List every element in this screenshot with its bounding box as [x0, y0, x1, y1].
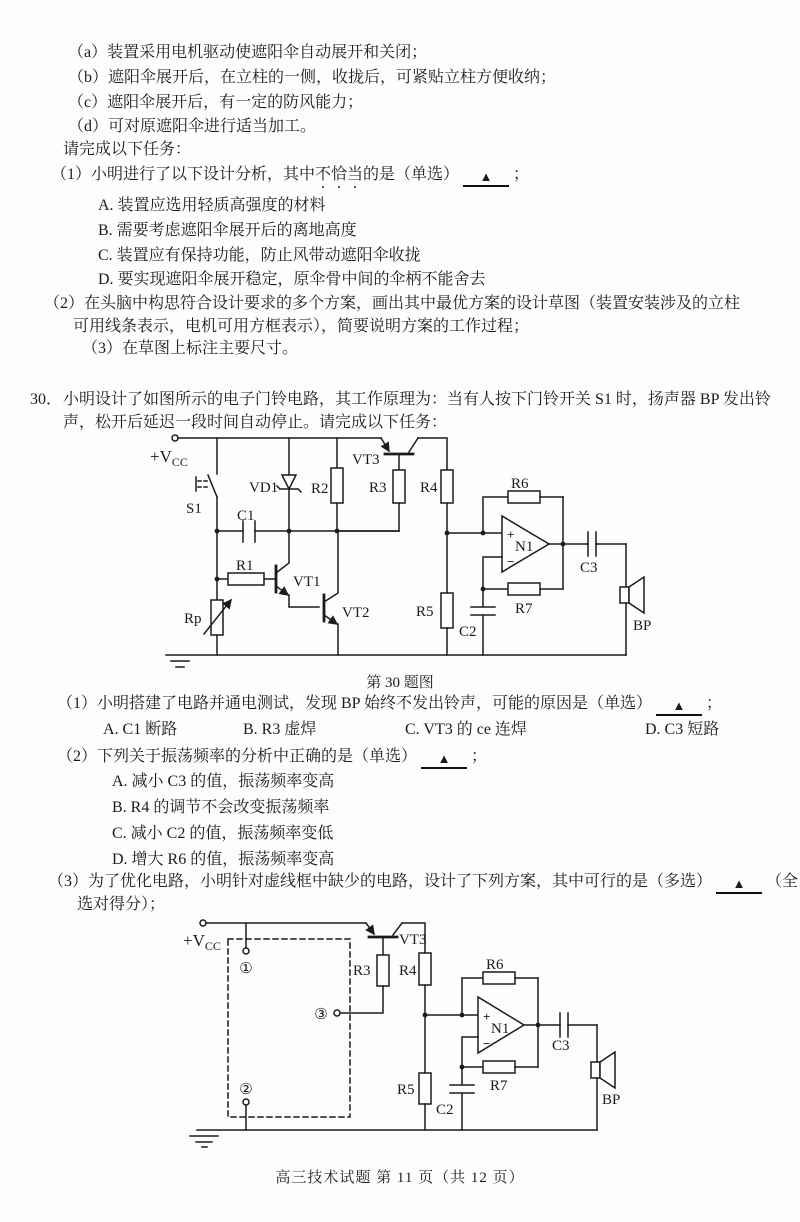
- terminal-2: [243, 1099, 249, 1105]
- answer-blank: ▲: [656, 698, 702, 716]
- q30-sub1-option-d: D. C3 短路: [645, 721, 720, 738]
- q30-sub2-option-d: D. 增大 R6 的值，振荡频率变高: [112, 851, 335, 868]
- opamp-plus-sign: +: [507, 527, 515, 542]
- task-intro: 请完成以下任务：: [63, 141, 192, 158]
- resistor-r4: [419, 953, 431, 985]
- vt3-emitter: [381, 438, 389, 451]
- opamp-plus-sign: +: [483, 1009, 491, 1024]
- label-r4: R4: [420, 480, 438, 496]
- label-r1: R1: [236, 558, 254, 574]
- label-vd1: VD1: [249, 480, 279, 496]
- resistor-r6: [483, 972, 515, 984]
- q29-sub3: （3）在草图上标注主要尺寸。: [82, 340, 299, 357]
- q30-sub2-option-b: B. R4 的调节不会改变振荡频率: [112, 799, 330, 816]
- vt1-collector: [276, 531, 289, 573]
- q30-sub1-option-b: B. R3 虚焊: [243, 721, 317, 738]
- label-r4: R4: [399, 963, 417, 979]
- q30-sub2-option-c: C. 减小 C2 的值，振荡频率变低: [112, 825, 334, 842]
- terminal-3: [334, 1010, 340, 1016]
- label-r7: R7: [490, 1078, 508, 1094]
- label-s1: S1: [186, 501, 202, 517]
- q30-number: 30．: [30, 391, 63, 408]
- answer-blank: ▲: [716, 876, 762, 894]
- intro-item-b: （b）遮阳伞展开后，在立柱的一侧，收拢后，可紧贴立柱方便收纳；: [68, 69, 557, 86]
- vt2-collector: [324, 531, 338, 602]
- q29-sub1-emphasis: 不恰当: [315, 166, 364, 183]
- label-r7: R7: [515, 601, 533, 617]
- resistor-r5: [441, 593, 453, 628]
- answer-blank: ▲: [463, 169, 509, 187]
- q29-option-c: C. 装置应有保持功能，防止风带动遮阳伞收拢: [98, 247, 421, 264]
- figure-caption-30: 第 30 题图: [366, 675, 434, 691]
- label-c1: C1: [237, 508, 255, 524]
- terminal-1: [243, 948, 249, 954]
- q30-sub1-option-a: A. C1 断路: [103, 721, 178, 738]
- capacitor-c3: [560, 1013, 568, 1037]
- label-r5: R5: [397, 1082, 415, 1098]
- vt1-emitter: [276, 586, 288, 595]
- label-r3: R3: [353, 963, 371, 979]
- vcc-terminal: [172, 435, 178, 441]
- label-r6: R6: [486, 957, 504, 973]
- q30-sub1-option-c: C. VT3 的 ce 连焊: [405, 721, 527, 738]
- vt3-emitter: [366, 923, 374, 934]
- label-vt3: VT3: [352, 452, 380, 468]
- label-n1: N1: [491, 1021, 510, 1037]
- q29-option-a: A. 装置应选用轻质高强度的材料: [98, 197, 326, 214]
- resistor-r7: [483, 1061, 515, 1073]
- label-c2: C2: [459, 624, 477, 640]
- resistor-r5: [419, 1073, 431, 1104]
- label-bp: BP: [602, 1092, 621, 1108]
- q29-sub1-text: （1）小明进行了以下设计分析，其中: [51, 166, 316, 183]
- label-c2: C2: [436, 1102, 454, 1118]
- resistor-r6: [508, 491, 540, 503]
- resistor-r3: [393, 470, 405, 503]
- label-r5: R5: [416, 604, 434, 620]
- label-r2: R2: [311, 481, 329, 497]
- intro-item-d: （d）可对原遮阳伞进行适当加工。: [68, 118, 317, 135]
- label-r6: R6: [511, 476, 529, 492]
- vt2-emitter: [324, 615, 337, 624]
- label-vcc: $+V_{CC}$: [150, 447, 188, 469]
- page-footer: 高三技术试题 第 11 页（共 12 页）: [275, 1170, 525, 1186]
- q29-sub2-line2: 可用线条表示，电机可用方框表示），简要说明方案的工作过程；: [73, 318, 530, 335]
- label-rp: Rp: [184, 611, 202, 627]
- capacitor-c3: [588, 532, 596, 556]
- label-vcc: $+V_{CC}$: [183, 931, 221, 953]
- resistor-r2: [331, 468, 343, 503]
- label-r3: R3: [369, 480, 387, 496]
- q30-stem-line1: 30．小明设计了如图所示的电子门铃电路，其工作原理为：当有人按下门铃开关 S1 时，扬声器 BP 发出铃: [30, 391, 771, 408]
- q30-stem-line2: 声，松开后延迟一段时间自动停止。请完成以下任务：: [63, 414, 448, 431]
- q29-option-d: D. 要实现遮阳伞展开稳定，原伞骨中间的伞柄不能舍去: [98, 271, 486, 288]
- ground-icon: [171, 661, 189, 667]
- label-vt1: VT1: [293, 574, 321, 590]
- label-c3: C3: [580, 560, 598, 576]
- zener-vd1: [282, 475, 296, 489]
- speaker-bp: [620, 587, 629, 603]
- q30-sub1: （1）小明搭建了电路并通电测试，发现 BP 始终不发出铃声，可能的原因是（单选） ▲ ；: [57, 694, 722, 716]
- terminal-3-label: ③: [314, 1005, 328, 1023]
- resistor-r4: [441, 470, 453, 503]
- q29-sub2-line1: （2）在头脑中构思符合设计要求的多个方案，画出其中最优方案的设计草图（装置安装涉及的立柱: [44, 295, 741, 312]
- terminal-1-label: ①: [239, 959, 253, 977]
- q30-sub2: （2）下列关于振荡频率的分析中正确的是（单选） ▲ ；: [57, 747, 487, 769]
- resistor-r7: [508, 583, 540, 595]
- resistor-r1: [228, 573, 264, 585]
- resistor-r3: [377, 955, 389, 986]
- q30-sub3-line1: （3）为了优化电路，小明针对虚线框中缺少的电路，设计了下列方案，其中可行的是（多选） ▲ （全: [48, 872, 798, 894]
- intro-item-a: （a）装置采用电机驱动使遮阳伞自动展开和关闭；: [68, 44, 428, 61]
- label-vt2: VT2: [342, 605, 370, 621]
- answer-blank: ▲: [421, 751, 467, 769]
- ground-icon: [190, 1136, 218, 1147]
- q29-option-b: B. 需要考虑遮阳伞展开后的离地高度: [98, 222, 357, 239]
- doorbell-circuit-diagram: [140, 430, 680, 692]
- label-n1: N1: [515, 539, 534, 555]
- label-bp: BP: [633, 618, 652, 634]
- label-vt3: VT3: [399, 932, 427, 948]
- opamp-minus-sign: −: [507, 554, 515, 569]
- q30-sub3-line2: 选对得分）；: [77, 896, 166, 913]
- optimized-circuit-diagram: [170, 915, 640, 1160]
- capacitor-c2: [471, 589, 495, 655]
- q30-sub2-option-a: A. 减小 C3 的值，振荡频率变高: [112, 773, 335, 790]
- intro-item-c: （c）遮阳伞展开后，有一定的防风能力；: [68, 94, 364, 111]
- vcc-terminal: [200, 920, 206, 926]
- terminal-2-label: ②: [239, 1080, 253, 1098]
- q29-sub1: （1）小明进行了以下设计分析，其中不恰当的是（单选） ▲ ；: [51, 165, 529, 192]
- speaker-bp: [591, 1062, 600, 1078]
- opamp-minus-sign: −: [483, 1036, 491, 1051]
- switch-s1: [208, 475, 217, 497]
- capacitor-c2: [450, 1067, 474, 1130]
- label-c3: C3: [552, 1038, 570, 1054]
